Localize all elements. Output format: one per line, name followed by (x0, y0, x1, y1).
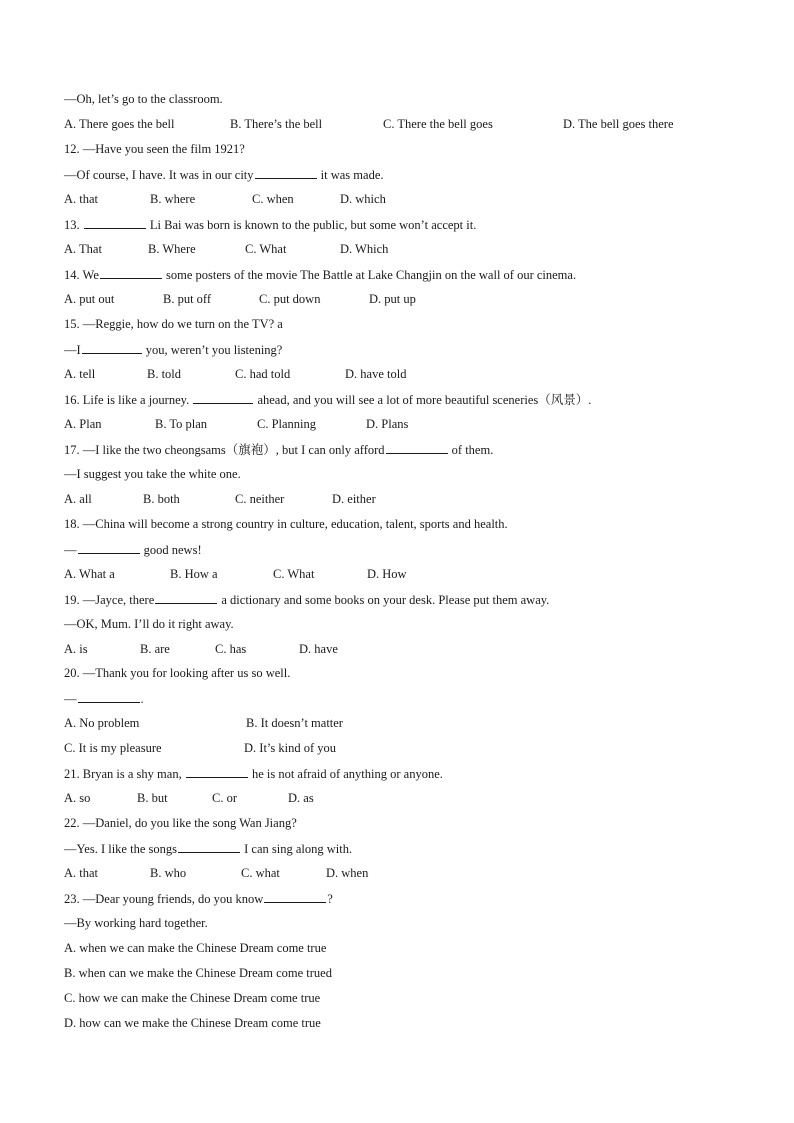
q21-option-d: D. as (288, 791, 314, 805)
q17-option-a: A. all (64, 492, 92, 506)
q13-line-1: 13. Li Bai was born is known to the public, but some won’t accept it. (64, 218, 477, 232)
q12-option-a: A. that (64, 192, 99, 206)
q23-option-d: D. how can we make the Chinese Dream come true (64, 1016, 321, 1030)
q22-line-2: —Yes. I like the songs I can sing along with. (64, 842, 353, 856)
q21-option-c: C. or (212, 791, 237, 805)
q17-line-2: —I suggest you take the white one. (64, 467, 241, 481)
q18-option-a: A. What a (64, 567, 115, 581)
q20-line-2: — . (64, 692, 144, 706)
q12-line-2: —Of course, I have. It was in our city it was made. (64, 168, 384, 182)
q20-option-b: B. It doesn’t matter (246, 716, 343, 730)
answer-blank (155, 591, 217, 604)
q17-option-b: B. both (143, 492, 180, 506)
q16-option-b: B. To plan (155, 417, 208, 431)
q22-option-b: B. who (150, 866, 187, 880)
q14-option-a: A. put out (64, 292, 115, 306)
q13-option-c: C. What (245, 242, 287, 256)
q20-option-a: A. No problem (64, 716, 140, 730)
q18-option-d: D. How (367, 567, 407, 581)
q13-option-a: A. That (64, 242, 102, 256)
q23-option-a: A. when we can make the Chinese Dream come true (64, 941, 327, 955)
q16-line-1: 16. Life is like a journey. ahead, and you will see a lot of more beautiful sceneries（风景）. (64, 393, 592, 407)
q18-line-1: 18. —China will become a strong country in culture, education, talent, sports and health. (64, 517, 508, 531)
q16-option-d: D. Plans (366, 417, 409, 431)
q16-option-c: C. Planning (257, 417, 317, 431)
answer-blank (82, 341, 142, 354)
q11-option-a: A. There goes the bell (64, 117, 175, 131)
q12-line-1: 12. —Have you seen the film 1921? (64, 142, 245, 156)
q20-option-c: C. It is my pleasure (64, 741, 162, 755)
answer-blank (255, 166, 317, 179)
q21-line-1: 21. Bryan is a shy man, he is not afraid of anything or anyone. (64, 767, 443, 781)
q16-option-a: A. Plan (64, 417, 102, 431)
answer-blank (193, 391, 253, 404)
q19-option-c: C. has (215, 642, 247, 656)
q20-option-d: D. It’s kind of you (244, 741, 337, 755)
answer-blank (84, 216, 146, 229)
q15-option-c: C. had told (235, 367, 291, 381)
q12-option-d: D. which (340, 192, 386, 206)
q18-line-2: — good news! (64, 543, 202, 557)
q20-line-1: 20. —Thank you for looking after us so well. (64, 666, 291, 680)
q23-option-c: C. how we can make the Chinese Dream come true (64, 991, 321, 1005)
q19-line-2: —OK, Mum. I’ll do it right away. (64, 617, 234, 631)
q18-option-b: B. How a (170, 567, 218, 581)
answer-blank (78, 541, 140, 554)
answer-blank (100, 266, 162, 279)
answer-blank (386, 441, 448, 454)
q22-line-1: 22. —Daniel, do you like the song Wan Jiang? (64, 816, 297, 830)
q17-option-c: C. neither (235, 492, 285, 506)
q21-option-a: A. so (64, 791, 91, 805)
q22-option-a: A. that (64, 866, 99, 880)
q19-option-d: D. have (299, 642, 338, 656)
q12-option-c: C. when (252, 192, 294, 206)
q15-option-a: A. tell (64, 367, 96, 381)
q15-line-1: 15. —Reggie, how do we turn on the TV? a (64, 317, 283, 331)
q21-option-b: B. but (137, 791, 168, 805)
answer-blank (178, 840, 240, 853)
q23-line-1: 23. —Dear young friends, do you know ? (64, 892, 333, 906)
q17-line-1: 17. —I like the two cheongsams（旗袍）, but I can only afford of them. (64, 443, 494, 457)
q15-option-b: B. told (147, 367, 182, 381)
q19-line-1: 19. —Jayce, there a dictionary and some books on your desk. Please put them away. (64, 593, 550, 607)
q14-option-c: C. put down (259, 292, 321, 306)
q23-line-2: —By working hard together. (64, 916, 208, 930)
q18-option-c: C. What (273, 567, 315, 581)
q11-option-c: C. There the bell goes (383, 117, 493, 131)
q14-line-1: 14. We some posters of the movie The Battle at Lake Changjin on the wall of our cinema. (64, 268, 577, 282)
q13-option-b: B. Where (148, 242, 196, 256)
q23-option-b: B. when can we make the Chinese Dream come trued (64, 966, 332, 980)
q11-option-d: D. The bell goes there (563, 117, 674, 131)
q14-option-b: B. put off (163, 292, 212, 306)
q12-option-b: B. where (150, 192, 196, 206)
q19-option-b: B. are (140, 642, 170, 656)
q15-option-d: D. have told (345, 367, 407, 381)
q22-option-d: D. when (326, 866, 369, 880)
q13-option-d: D. Which (340, 242, 389, 256)
q17-option-d: D. either (332, 492, 376, 506)
answer-blank (78, 690, 140, 703)
answer-blank (264, 890, 326, 903)
q11-option-b: B. There’s the bell (230, 117, 323, 131)
q11-line-1: —Oh, let’s go to the classroom. (64, 92, 223, 106)
q15-line-2: —I you, weren’t you listening? (64, 343, 283, 357)
answer-blank (186, 765, 248, 778)
q19-option-a: A. is (64, 642, 88, 656)
q22-option-c: C. what (241, 866, 280, 880)
q14-option-d: D. put up (369, 292, 416, 306)
